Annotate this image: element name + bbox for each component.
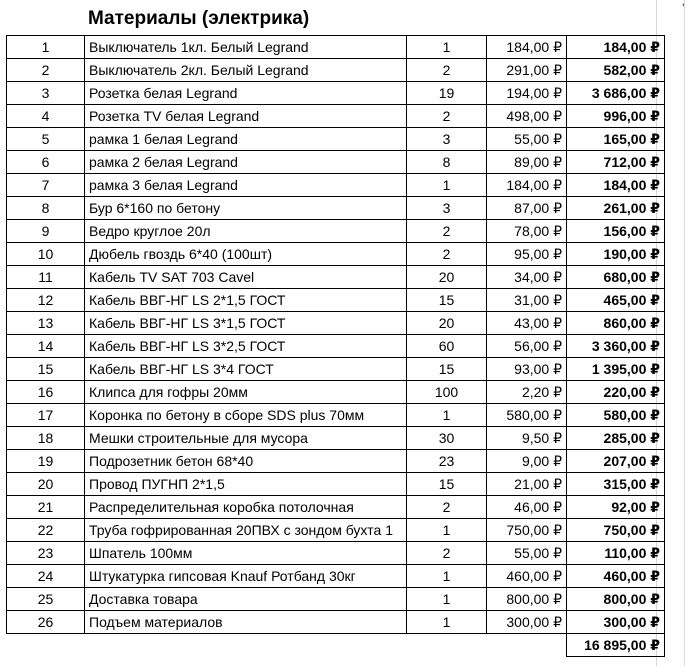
table-row: [7, 404, 665, 427]
table-row: [7, 312, 665, 335]
item-name-cell[interactable]: рамка 2 белая Legrand: [85, 151, 407, 174]
price-cell[interactable]: 78,00 ₽: [487, 220, 567, 243]
price-cell[interactable]: 34,00 ₽: [487, 266, 567, 289]
row-number-cell[interactable]: 18: [7, 427, 85, 450]
table-row: [7, 358, 665, 381]
grand-total-row: [7, 634, 665, 657]
total-cell[interactable]: 184,00 ₽: [567, 174, 665, 197]
quantity-cell[interactable]: 100: [407, 381, 487, 404]
price-cell[interactable]: 31,00 ₽: [487, 289, 567, 312]
price-cell[interactable]: 56,00 ₽: [487, 335, 567, 358]
row-number-cell[interactable]: 16: [7, 381, 85, 404]
row-number-cell[interactable]: 11: [7, 266, 85, 289]
item-name-cell[interactable]: Кабель ВВГ-НГ LS 3*1,5 ГОСТ: [85, 312, 407, 335]
table-row: [7, 381, 665, 404]
price-cell[interactable]: 95,00 ₽: [487, 243, 567, 266]
table-row: [7, 220, 665, 243]
table-row: [7, 82, 665, 105]
quantity-cell[interactable]: 1: [407, 404, 487, 427]
corner-mark: ,: [681, 0, 685, 8]
item-name-cell[interactable]: Шпатель 100мм: [85, 542, 407, 565]
row-number-cell[interactable]: 1: [7, 36, 85, 59]
quantity-cell[interactable]: 3: [407, 197, 487, 220]
price-cell[interactable]: 750,00 ₽: [487, 519, 567, 542]
item-name-cell[interactable]: Подъем материалов: [85, 611, 407, 634]
price-cell[interactable]: 55,00 ₽: [487, 128, 567, 151]
total-cell[interactable]: 184,00 ₽: [567, 36, 665, 59]
item-name-cell[interactable]: рамка 1 белая Legrand: [85, 128, 407, 151]
quantity-cell[interactable]: 2: [407, 105, 487, 128]
item-name-cell[interactable]: Распределительная коробка потолочная: [85, 496, 407, 519]
item-name-cell[interactable]: Ведро круглое 20л: [85, 220, 407, 243]
table-row: [7, 335, 665, 358]
item-name-cell[interactable]: Кабель ВВГ-НГ LS 2*1,5 ГОСТ: [85, 289, 407, 312]
quantity-cell[interactable]: 23: [407, 450, 487, 473]
table-row: [7, 151, 665, 174]
gridline: [681, 0, 685, 666]
total-cell[interactable]: 996,00 ₽: [567, 105, 665, 128]
item-name-cell[interactable]: Провод ПУГНП 2*1,5: [85, 473, 407, 496]
item-name-cell[interactable]: Выключатель 2кл. Белый Legrand: [85, 59, 407, 82]
row-number-cell[interactable]: 23: [7, 542, 85, 565]
item-name-cell[interactable]: Клипса для гофры 20мм: [85, 381, 407, 404]
table-row: [7, 588, 665, 611]
item-name-cell[interactable]: Кабель ВВГ-НГ LS 3*4 ГОСТ: [85, 358, 407, 381]
quantity-cell[interactable]: 20: [407, 266, 487, 289]
price-cell[interactable]: 55,00 ₽: [487, 542, 567, 565]
sheet-title[interactable]: Материалы (электрика): [88, 8, 310, 29]
total-cell[interactable]: 3 686,00 ₽: [567, 82, 665, 105]
price-cell[interactable]: 800,00 ₽: [487, 588, 567, 611]
quantity-cell[interactable]: 60: [407, 335, 487, 358]
row-number-cell[interactable]: 21: [7, 496, 85, 519]
materials-table: [6, 35, 665, 657]
quantity-cell[interactable]: 15: [407, 473, 487, 496]
total-cell[interactable]: 465,00 ₽: [567, 289, 665, 312]
row-number-cell[interactable]: 12: [7, 289, 85, 312]
item-name-cell[interactable]: Розетка белая Legrand: [85, 82, 407, 105]
row-number-cell[interactable]: 14: [7, 335, 85, 358]
quantity-cell[interactable]: 20: [407, 312, 487, 335]
total-cell[interactable]: 285,00 ₽: [567, 427, 665, 450]
row-number-cell[interactable]: 5: [7, 128, 85, 151]
price-cell[interactable]: 87,00 ₽: [487, 197, 567, 220]
row-number-cell[interactable]: 24: [7, 565, 85, 588]
total-cell[interactable]: 110,00 ₽: [567, 542, 665, 565]
table-row: [7, 36, 665, 59]
price-cell[interactable]: 9,00 ₽: [487, 450, 567, 473]
row-number-cell[interactable]: 13: [7, 312, 85, 335]
total-cell[interactable]: 582,00 ₽: [567, 59, 665, 82]
quantity-cell[interactable]: 2: [407, 59, 487, 82]
row-number-cell[interactable]: 3: [7, 82, 85, 105]
quantity-cell[interactable]: 1: [407, 588, 487, 611]
quantity-cell[interactable]: 1: [407, 519, 487, 542]
item-name-cell[interactable]: Коронка по бетону в сборе SDS plus 70мм: [85, 404, 407, 427]
total-cell[interactable]: 207,00 ₽: [567, 450, 665, 473]
empty-cell[interactable]: [7, 634, 85, 657]
item-name-cell[interactable]: Мешки строительные для мусора: [85, 427, 407, 450]
price-cell[interactable]: 184,00 ₽: [487, 174, 567, 197]
price-cell[interactable]: 580,00 ₽: [487, 404, 567, 427]
item-name-cell[interactable]: Штукатурка гипсовая Knauf Ротбанд 30кг: [85, 565, 407, 588]
table-row: [7, 542, 665, 565]
total-cell[interactable]: 580,00 ₽: [567, 404, 665, 427]
table-row: [7, 611, 665, 634]
total-cell[interactable]: 220,00 ₽: [567, 381, 665, 404]
row-number-cell[interactable]: 20: [7, 473, 85, 496]
price-cell[interactable]: 2,20 ₽: [487, 381, 567, 404]
item-name-cell[interactable]: Выключатель 1кл. Белый Legrand: [85, 36, 407, 59]
grand-total-cell[interactable]: 16 895,00 ₽: [567, 634, 665, 657]
row-number-cell[interactable]: 17: [7, 404, 85, 427]
price-cell[interactable]: 498,00 ₽: [487, 105, 567, 128]
total-cell[interactable]: 800,00 ₽: [567, 588, 665, 611]
table-row: [7, 427, 665, 450]
price-cell[interactable]: 300,00 ₽: [487, 611, 567, 634]
total-cell[interactable]: 860,00 ₽: [567, 312, 665, 335]
quantity-cell[interactable]: 1: [407, 174, 487, 197]
price-cell[interactable]: 291,00 ₽: [487, 59, 567, 82]
price-cell[interactable]: 194,00 ₽: [487, 82, 567, 105]
total-cell[interactable]: 315,00 ₽: [567, 473, 665, 496]
table-row: [7, 174, 665, 197]
total-cell[interactable]: 712,00 ₽: [567, 151, 665, 174]
quantity-cell[interactable]: 30: [407, 427, 487, 450]
price-cell[interactable]: 89,00 ₽: [487, 151, 567, 174]
row-number-cell[interactable]: 22: [7, 519, 85, 542]
price-cell[interactable]: 9,50 ₽: [487, 427, 567, 450]
row-number-cell[interactable]: 4: [7, 105, 85, 128]
item-name-cell[interactable]: Бур 6*160 по бетону: [85, 197, 407, 220]
empty-cell[interactable]: [85, 634, 407, 657]
row-number-cell[interactable]: 9: [7, 220, 85, 243]
table-row: [7, 105, 665, 128]
table-row: [7, 519, 665, 542]
empty-cell[interactable]: [407, 634, 487, 657]
quantity-cell[interactable]: 15: [407, 289, 487, 312]
price-cell[interactable]: 184,00 ₽: [487, 36, 567, 59]
price-cell[interactable]: 43,00 ₽: [487, 312, 567, 335]
quantity-cell[interactable]: 1: [407, 36, 487, 59]
row-number-cell[interactable]: 7: [7, 174, 85, 197]
price-cell[interactable]: 21,00 ₽: [487, 473, 567, 496]
table-row: [7, 128, 665, 151]
quantity-cell[interactable]: 8: [407, 151, 487, 174]
table-row: [7, 496, 665, 519]
quantity-cell[interactable]: 3: [407, 128, 487, 151]
total-cell[interactable]: 1 395,00 ₽: [567, 358, 665, 381]
item-name-cell[interactable]: Кабель TV SAT 703 Cavel: [85, 266, 407, 289]
item-name-cell[interactable]: Дюбель гвоздь 6*40 (100шт): [85, 243, 407, 266]
table-body: [7, 36, 665, 657]
quantity-cell[interactable]: 1: [407, 565, 487, 588]
row-number-cell[interactable]: 19: [7, 450, 85, 473]
table-row: [7, 450, 665, 473]
total-cell[interactable]: 261,00 ₽: [567, 197, 665, 220]
price-cell[interactable]: 460,00 ₽: [487, 565, 567, 588]
table-row: [7, 266, 665, 289]
total-cell[interactable]: 680,00 ₽: [567, 266, 665, 289]
empty-cell[interactable]: [487, 634, 567, 657]
row-number-cell[interactable]: 10: [7, 243, 85, 266]
table-row: [7, 243, 665, 266]
row-number-cell[interactable]: 2: [7, 59, 85, 82]
quantity-cell[interactable]: 2: [407, 542, 487, 565]
item-name-cell[interactable]: Доставка товара: [85, 588, 407, 611]
item-name-cell[interactable]: Труба гофрированная 20ПВХ с зондом бухта 1: [85, 519, 407, 542]
item-name-cell[interactable]: Кабель ВВГ-НГ LS 3*2,5 ГОСТ: [85, 335, 407, 358]
total-cell[interactable]: 165,00 ₽: [567, 128, 665, 151]
item-name-cell[interactable]: рамка 3 белая Legrand: [85, 174, 407, 197]
quantity-cell[interactable]: 19: [407, 82, 487, 105]
price-cell[interactable]: 46,00 ₽: [487, 496, 567, 519]
table-row: [7, 197, 665, 220]
total-cell[interactable]: 750,00 ₽: [567, 519, 665, 542]
table-row: [7, 473, 665, 496]
quantity-cell[interactable]: 2: [407, 496, 487, 519]
row-number-cell[interactable]: 26: [7, 611, 85, 634]
total-cell[interactable]: 300,00 ₽: [567, 611, 665, 634]
row-number-cell[interactable]: 25: [7, 588, 85, 611]
total-cell[interactable]: 156,00 ₽: [567, 220, 665, 243]
table-row: [7, 565, 665, 588]
total-cell[interactable]: 92,00 ₽: [567, 496, 665, 519]
item-name-cell[interactable]: Розетка TV белая Legrand: [85, 105, 407, 128]
row-number-cell[interactable]: 6: [7, 151, 85, 174]
row-number-cell[interactable]: 8: [7, 197, 85, 220]
row-number-cell[interactable]: 15: [7, 358, 85, 381]
price-cell[interactable]: 93,00 ₽: [487, 358, 567, 381]
table-row: [7, 289, 665, 312]
total-cell[interactable]: 190,00 ₽: [567, 243, 665, 266]
quantity-cell[interactable]: 15: [407, 358, 487, 381]
quantity-cell[interactable]: 2: [407, 220, 487, 243]
quantity-cell[interactable]: 1: [407, 611, 487, 634]
total-cell[interactable]: 3 360,00 ₽: [567, 335, 665, 358]
item-name-cell[interactable]: Подрозетник бетон 68*40: [85, 450, 407, 473]
quantity-cell[interactable]: 2: [407, 243, 487, 266]
table-row: [7, 59, 665, 82]
total-cell[interactable]: 460,00 ₽: [567, 565, 665, 588]
